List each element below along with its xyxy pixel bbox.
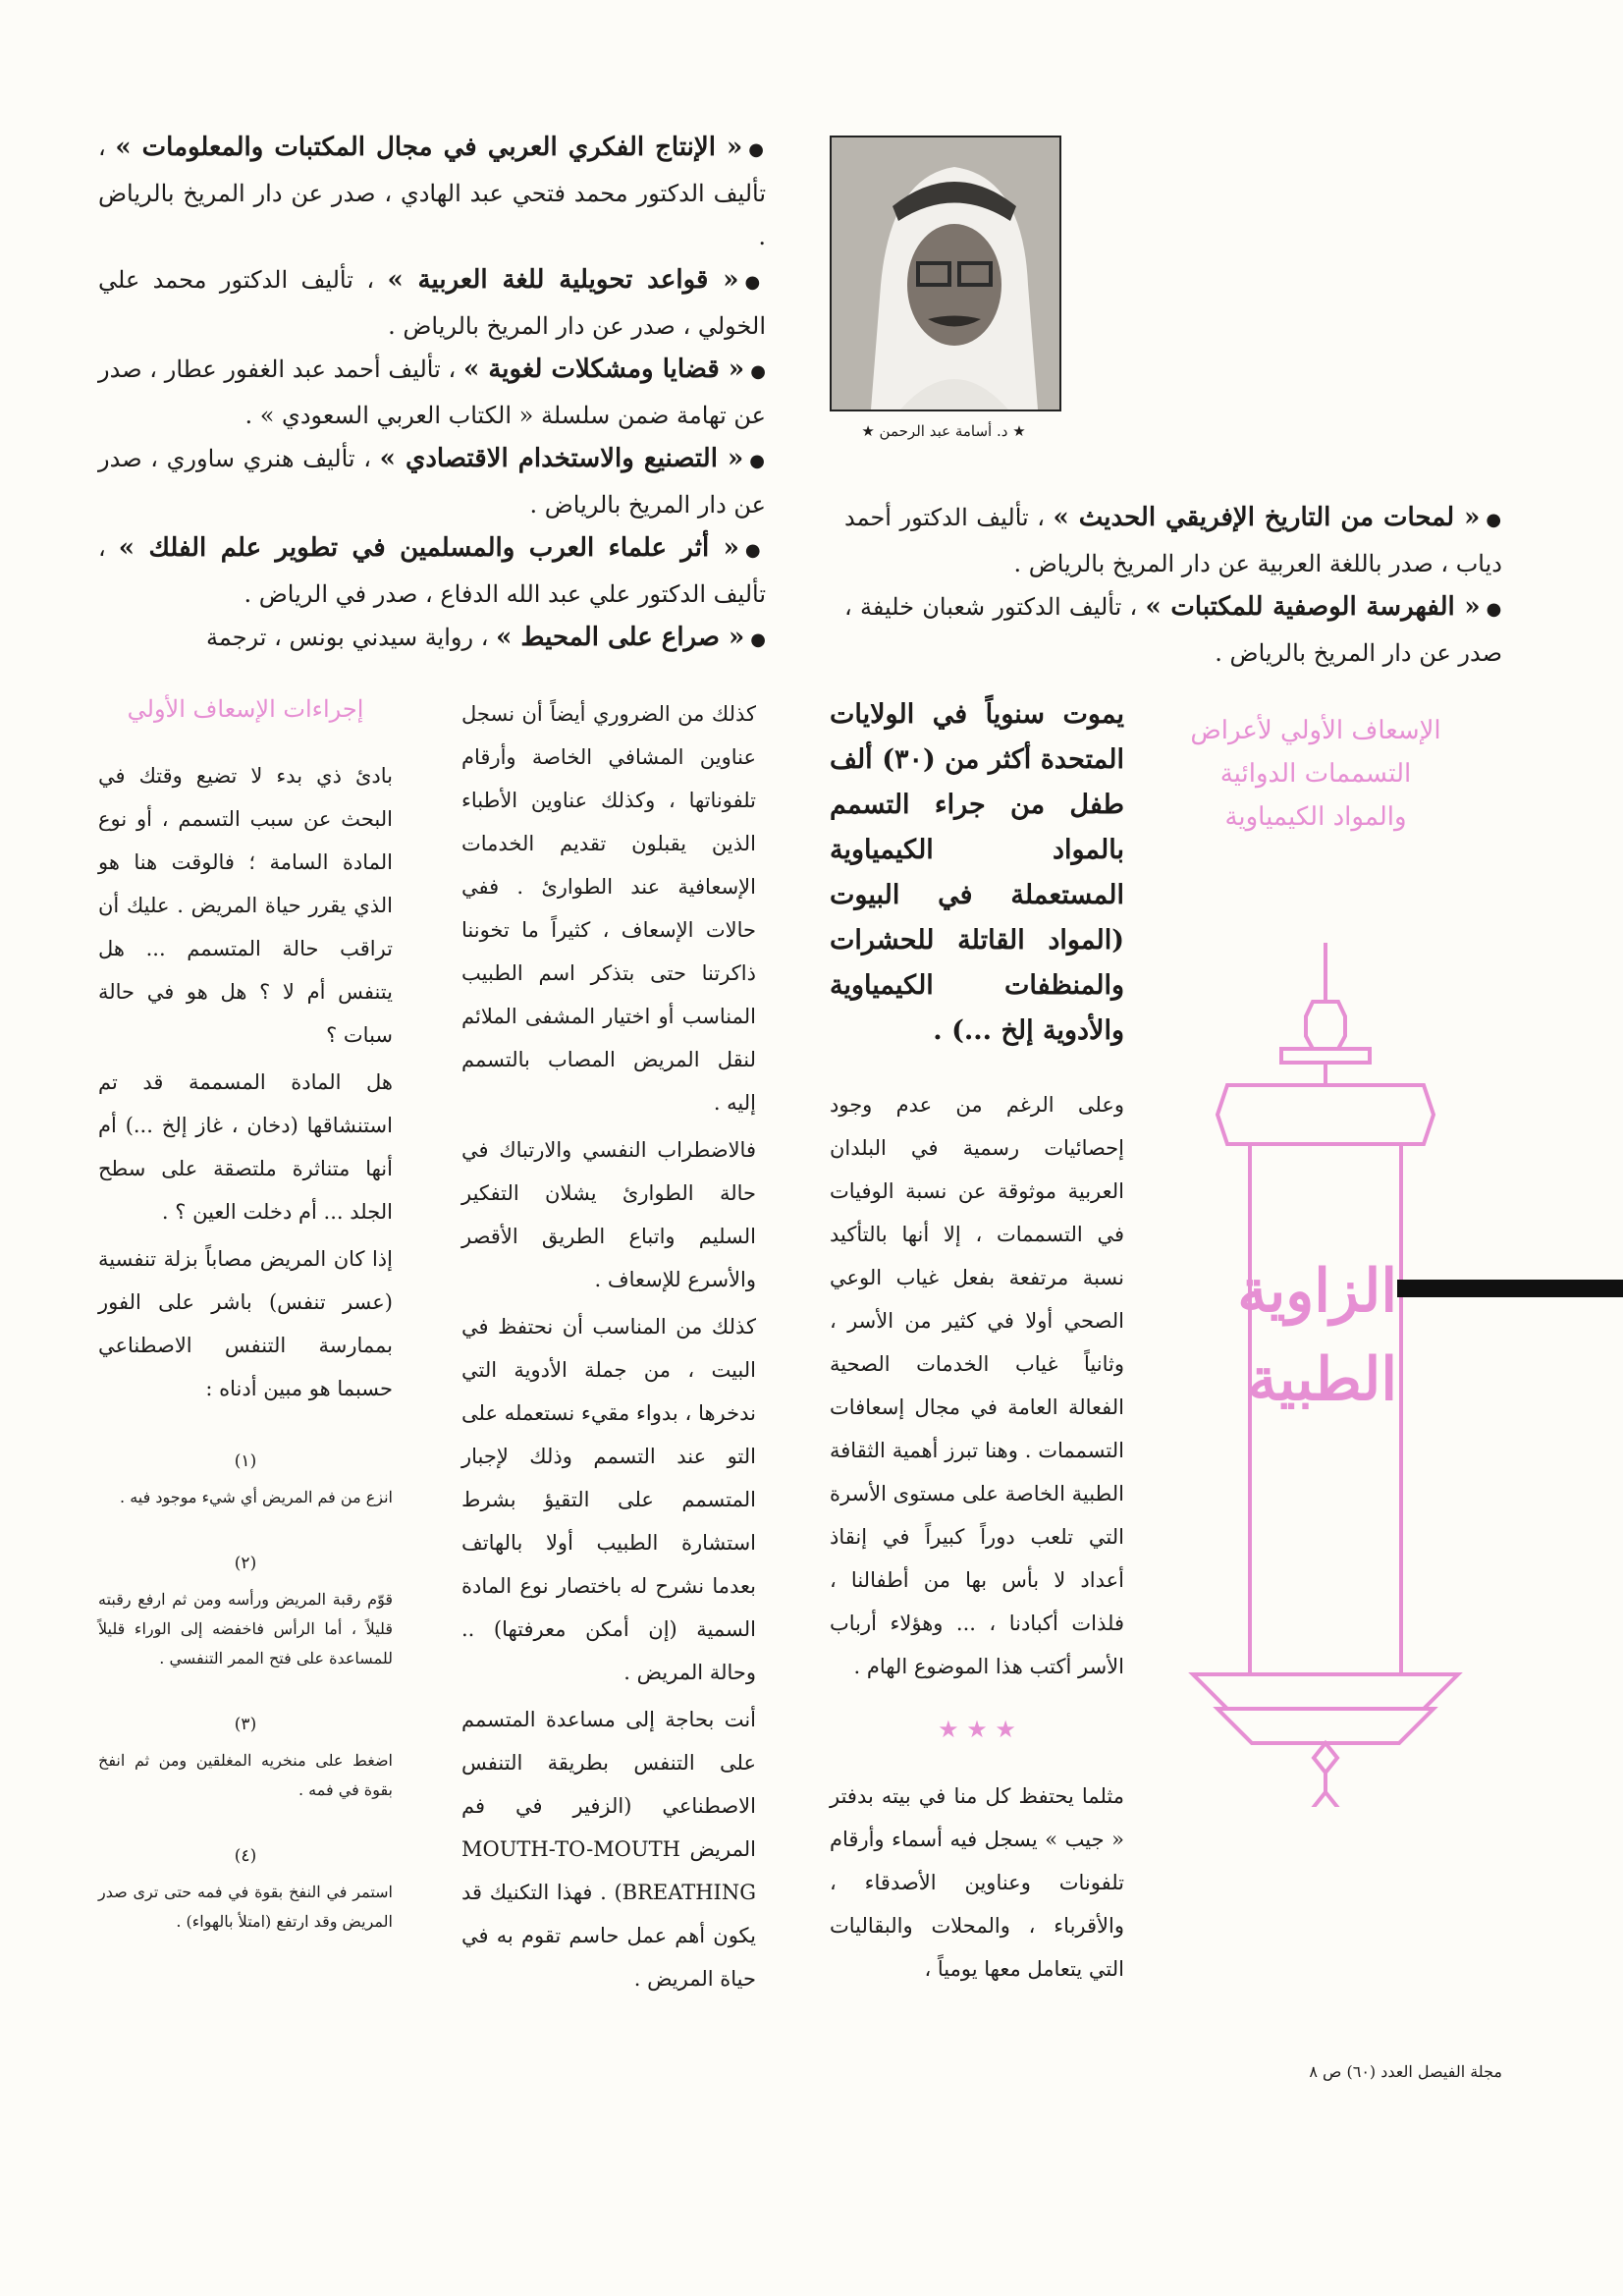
article-column-2 <box>461 692 756 2004</box>
paragraph: أنت بحاجة إلى مساعدة المتسمم على التنفس بطريقة التنفس الاصطناعي (الزفير في فم المريض MOUTH-TO-MOUTH BREATHING) . فهذا التكنيك قد يكون أهم عمل حاسم تقوم به في حياة المريض . <box>461 1708 756 1991</box>
portrait-photo-icon <box>832 137 1059 410</box>
section-marker-bar <box>1397 1280 1623 1297</box>
bullet-icon: ● <box>748 139 766 160</box>
bullet-icon: ● <box>750 629 766 650</box>
step-number: (٣) <box>234 1715 257 1734</box>
first-aid-step <box>98 1440 393 1512</box>
book-item: ●« أثر علماء العرب والمسلمين في تطوير علم الفلك » ، تأليف الدكتور علي عبد الله الدفاع ، صدر في الرياض . <box>98 533 766 608</box>
paragraph: كذلك من المناسب أن نحتفظ في البيت ، من جملة الأدوية التي ندخرها ، بدواء مقيء نستعمله على التو عند التسمم وذلك لإجبار المتسمم على التقيؤ بشرط استشارة الطبيب أولا بالهاتف بعدما نشرح له باختصار نوع المادة السمية (إن أمكن معرفتها) .. وحالة المريض . <box>461 1315 756 1684</box>
first-aid-step <box>98 1703 393 1805</box>
article-column-3 <box>98 687 393 1941</box>
step-text: اضغط على منخريه المغلقين ومن ثم انفخ بقوة في فمه . <box>98 1751 393 1799</box>
section-heading: إجراءات الإسعاف الأولي <box>127 695 364 723</box>
book-item: ●« قضايا ومشكلات لغوية » ، تأليف أحمد عبد الغفور عطار ، صدر عن تهامة ضمن سلسلة « الكتاب العربي السعودي » . <box>98 355 766 429</box>
bullet-icon: ● <box>744 540 766 561</box>
book-item: ●« صراع على المحيط » ، رواية سيدني بونس ، ترجمة <box>205 623 766 652</box>
paragraph: فالاضطراب النفسي والارتباك في حالة الطوارئ يشلان التفكير السليم واتباع الطريق الأقصر والأسرع للإسعاف . <box>461 1138 756 1291</box>
paragraph: إذا كان المريض مصاباً بزلة تنفسية (عسر تنفس) باشر على الفور بممارسة التنفس الاصطناعي حسبما هو مبين أدناه : <box>98 1247 393 1400</box>
book-item: ●« الفهرسة الوصفية للمكتبات » ، تأليف الدكتور شعبان خليفة ، صدر عن دار المريخ بالرياض . <box>844 592 1502 667</box>
article-lead: يموت سنوياً في الولايات المتحدة أكثر من (٣٠) ألف طفل من جراء التسمم بالمواد الكيمياوية المستعملة في البيوت (المواد القاتلة للحشرات والمنظفات الكيمياوية والأدوية إلخ ...) . <box>830 699 1124 1046</box>
step-number: (٢) <box>234 1554 257 1573</box>
bullet-icon: ● <box>750 361 766 382</box>
paragraph: هل المادة المسممة قد تم استنشاقها (دخان ، غاز إلخ ...) أم أنها متناثرة ملتصقة على سطح الجلد ... أم دخلت العين ؟ . <box>98 1070 393 1224</box>
more-books-list <box>844 496 1502 675</box>
author-photo <box>830 136 1061 411</box>
paragraph: كذلك من الضروري أيضاً أن نسجل عناوين المشافي الخاصة وأرقام تلفوناتها ، وكذلك عناوين الأطباء الذين يقبلون تقديم الخدمات الإسعافية عند الطوارئ . ففي حالات الإسعاف ، كثيراً ما تخوننا ذاكرتنا حتى بتذكر اسم الطبيب المناسب أو اختيار المشفى الملائم لنقل المريض المصاب بالتسمم إليه . <box>461 702 756 1115</box>
first-aid-step <box>98 1834 393 1937</box>
book-item: ●« لمحات من التاريخ الإفريقي الحديث » ، تأليف الدكتور أحمد دياب ، صدر باللغة العربية عن دار المريخ بالرياض . <box>844 503 1502 577</box>
bullet-icon: ● <box>1486 510 1502 530</box>
book-item: ●« الإنتاج الفكري العربي في مجال المكتبات والمعلومات » ، تأليف الدكتور محمد فتحي عبد الهادي ، صدر عن دار المريخ بالرياض . <box>98 133 766 250</box>
paragraph: وعلى الرغم من عدم وجود إحصائيات رسمية في البلدان العربية موثوقة عن نسبة الوفيات في التسممات ، إلا أنها بالتأكيد نسبة مرتفعة بفعل غياب الوعي الصحي أولا في كثير من الأسر ، وثانياً غياب الخدمات الصحية الفعالة العامة في مجال إسعافات التسممات . وهنا تبرز أهمية الثقافة الطبية الخاصة على مستوى الأسرة التي تلعب دوراً كبيراً في إنقاذ أعداد لا بأس بها من أطفالنا ، فلذات أكبادنا ، ... وهؤلاء أرباب الأسر أكتب هذا الموضوع الهام . <box>830 1093 1124 1678</box>
section-stars: ★ ★ ★ <box>938 1716 1016 1743</box>
paragraph: بادئ ذي بدء لا تضيع وقتك في البحث عن سبب التسمم ، أو نوع المادة السامة ؛ فالوقت هنا هو الذي يقرر حياة المريض . عليك أن تراقب حالة المتسمم ... هل يتنفس أم لا ؟ هل هو في حالة سبات ؟ <box>98 764 393 1047</box>
step-text: قوّم رقبة المريض ورأسه ومن ثم ارفع رقبته قليلاً ، أما الرأس فاخفضه إلى الوراء قليلاً للمساعدة على فتح الممر التنفسي . <box>98 1590 393 1667</box>
article-column-1 <box>830 692 1124 1995</box>
book-item: ●« التصنيع والاستخدام الاقتصادي » ، تأليف هنري ساوري ، صدر عن دار المريخ بالرياض . <box>98 444 766 519</box>
bullet-icon: ● <box>749 451 766 471</box>
bullet-icon: ● <box>744 272 766 293</box>
photo-caption: ★ د. أسامة عبد الرحمن ★ <box>861 422 1026 440</box>
new-books-list <box>98 126 766 662</box>
step-number: (١) <box>234 1451 257 1471</box>
bullet-icon: ● <box>1486 599 1502 620</box>
step-text: استمر في النفخ بقوة في فمه حتى ترى صدر المريض وقد ارتفع (امتلأ بالهواء) . <box>98 1883 393 1931</box>
first-aid-step <box>98 1542 393 1673</box>
article-side-heading: الإسعاف الأولي لأعراض التسممات الدوائية والمواد الكيمياوية <box>1190 716 1441 832</box>
step-text: انزع من فم المريض أي شيء موجود فيه . <box>120 1488 393 1506</box>
medical-corner-label: الزاوية الطبية <box>1237 1257 1397 1414</box>
page-footer: مجلة الفيصل العدد (٦٠) ص ٨ <box>1309 2062 1502 2081</box>
book-item: ●« قواعد تحويلية للغة العربية » ، تأليف الدكتور محمد علي الخولي ، صدر عن دار المريخ بالرياض . <box>98 265 766 340</box>
paragraph: مثلما يحتفظ كل منا في بيته بدفتر « جيب » يسجل فيه أسماء وأرقام تلفونات وعناوين الأصدقاء ، والأقرباء ، والمحلات والبقاليات التي يتعامل معها يومياً ، <box>830 1784 1124 1981</box>
step-number: (٤) <box>234 1846 257 1866</box>
